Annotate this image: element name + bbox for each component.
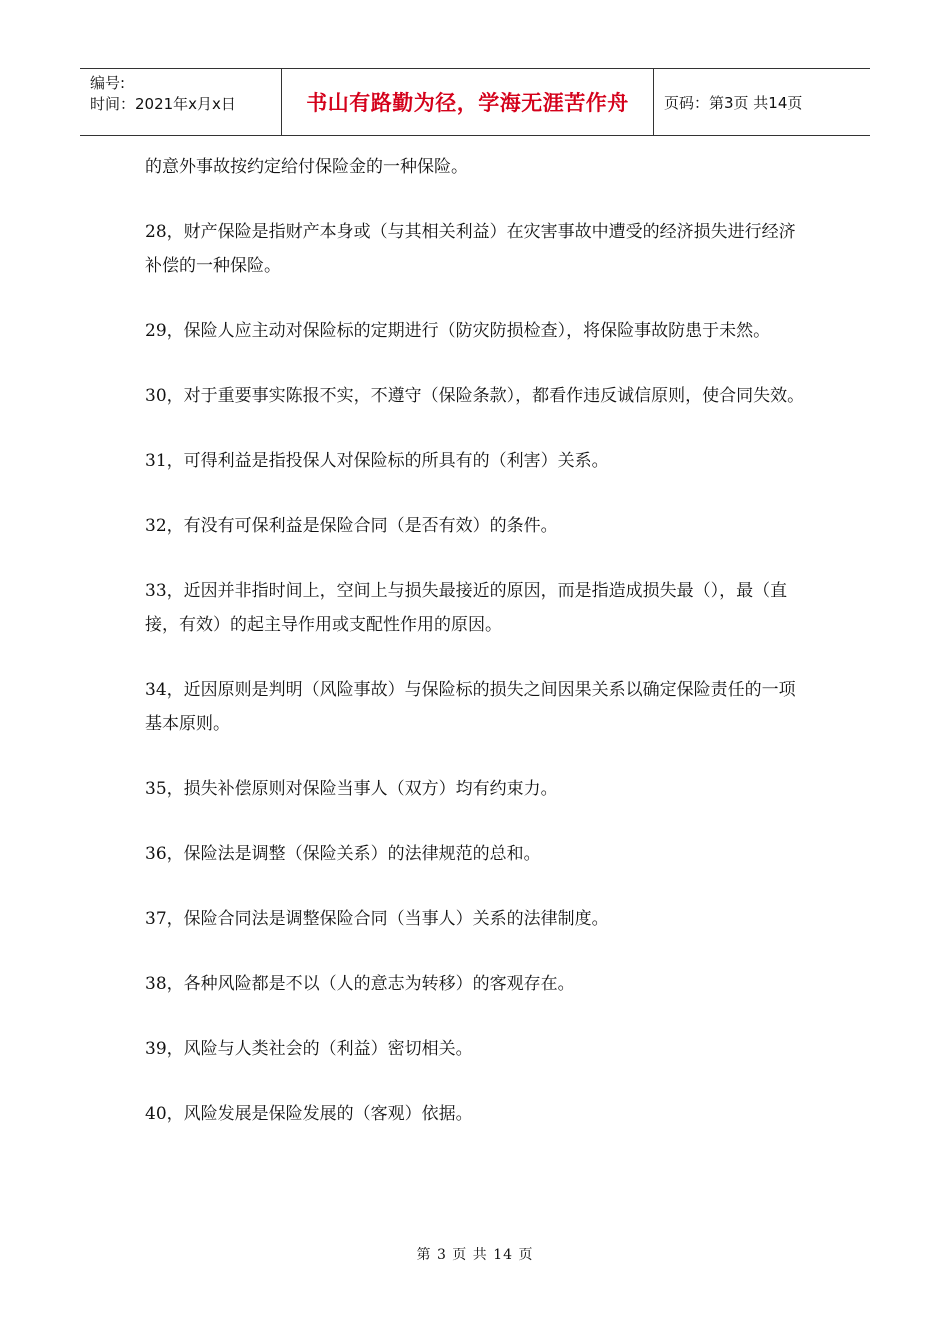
paragraph-4: 30，对于重要事实陈报不实，不遵守（保险条款），都看作违反诚信原则，使合同失效。 — [145, 386, 805, 406]
paragraph-7: 33，近因并非指时间上，空间上与损失最接近的原因，而是指造成损失最（），最（直接，有效）的起主导作用或支配性作用的原因。 — [145, 581, 788, 635]
paragraph-13: 39，风险与人类社会的（利益）密切相关。 — [145, 1039, 473, 1059]
header-motto: 书山有路勤为径，学海无涯苦作舟 — [282, 69, 654, 135]
paragraph-8: 34，近因原则是判明（风险事故）与保险标的损失之间因果关系以确定保险责任的一项基本原则。 — [145, 680, 796, 734]
document-number-label: 编号: — [90, 74, 126, 92]
page-header — [80, 68, 870, 136]
paragraph-3: 29，保险人应主动对保险标的定期进行（防灾防损检查），将保险事故防患于未然。 — [145, 321, 771, 341]
page-footer: 第 3 页 共 14 页 — [416, 1247, 534, 1263]
paragraph-10: 36，保险法是调整（保险关系）的法律规范的总和。 — [145, 844, 541, 864]
paragraph-1: 的意外事故按约定给付保险金的一种保险。 — [145, 157, 468, 177]
header-meta — [80, 69, 282, 135]
paragraph-11: 37，保险合同法是调整保险合同（当事人）关系的法律制度。 — [145, 909, 609, 929]
paragraph-9: 35，损失补偿原则对保险当事人（双方）均有约束力。 — [145, 779, 558, 799]
paragraph-6: 32，有没有可保利益是保险合同（是否有效）的条件。 — [145, 516, 558, 536]
paragraph-2: 28，财产保险是指财产本身或（与其相关利益）在灾害事故中遭受的经济损失进行经济补偿的一种保险。 — [145, 222, 796, 276]
document-time-label: 时间：2021年x月x日 — [90, 95, 236, 113]
paragraph-12: 38，各种风险都是不以（人的意志为转移）的客观存在。 — [145, 974, 575, 994]
paragraph-5: 31，可得利益是指投保人对保险标的所具有的（利害）关系。 — [145, 451, 609, 471]
paragraph-14: 40，风险发展是保险发展的（客观）依据。 — [145, 1104, 473, 1124]
document-body — [145, 150, 810, 1131]
header-page-label: 页码：第3页 共14页 — [664, 93, 803, 112]
